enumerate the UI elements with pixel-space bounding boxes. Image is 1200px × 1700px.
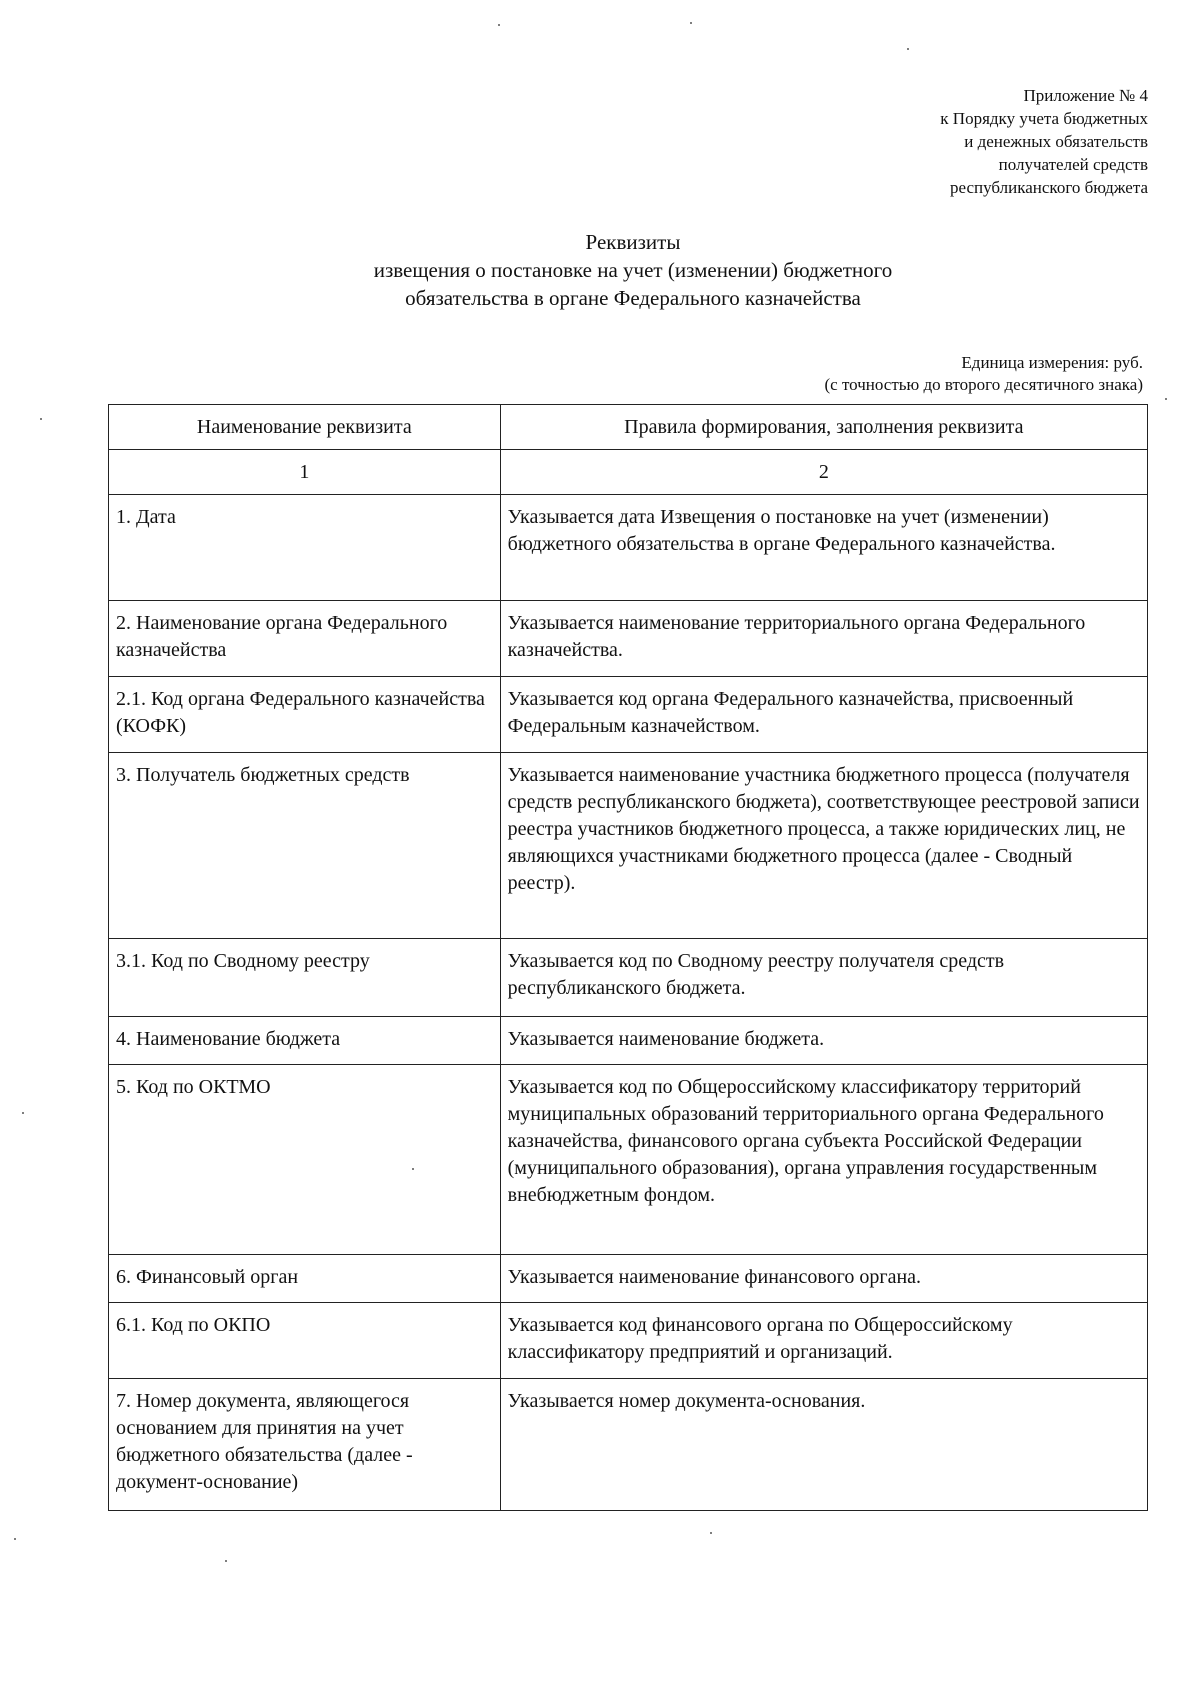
column-header-name: Наименование реквизита [109,405,501,450]
scan-speck [40,418,42,420]
scan-speck [1165,398,1167,400]
requisite-rule: Указывается код органа Федерального казначейства, присвоенный Федеральным казначейством. [500,677,1147,753]
table-row [109,677,1148,753]
table-header-row [109,405,1148,450]
scan-speck [225,1560,227,1562]
appendix-line: и денежных обязательств [964,132,1148,151]
table-row [109,1303,1148,1379]
column-number-2: 2 [500,450,1147,495]
table-row [109,1065,1148,1255]
requisite-rule: Указывается код по Общероссийскому классификатору территорий муниципальных образований территориального органа Федерального казначейства, финансового органа субъекта Российской Федерации (муниципального образования), органа управления государственным внебюджетным фондом. [500,1065,1147,1255]
appendix-line: к Порядку учета бюджетных [940,109,1148,128]
title-line-3: обязательства в органе Федерального казначейства [405,286,861,310]
requisite-name: 6. Финансовый орган [109,1255,501,1303]
units-note [824,352,1143,396]
scan-speck [498,24,500,26]
units-line-2: (с точностью до второго десятичного знака) [824,375,1143,394]
table-number-row [109,450,1148,495]
requisite-name: 3. Получатель бюджетных средств [109,753,501,939]
scan-speck [907,48,909,50]
requisite-rule: Указывается код по Сводному реестру получателя средств республиканского бюджета. [500,939,1147,1017]
requisite-rule: Указывается наименование территориального органа Федерального казначейства. [500,601,1147,677]
requisite-rule: Указывается номер документа-основания. [500,1379,1147,1511]
scan-speck [690,22,692,24]
requisite-rule: Указывается дата Извещения о постановке на учет (изменении) бюджетного обязательства в органе Федерального казначейства. [500,495,1147,601]
appendix-line: республиканского бюджета [950,178,1148,197]
appendix-line: получателей средств [998,155,1148,174]
requisite-name: 2. Наименование органа Федерального казначейства [109,601,501,677]
requisite-rule: Указывается код финансового органа по Общероссийскому классификатору предприятий и организаций. [500,1303,1147,1379]
table-row [109,1379,1148,1511]
document-title [0,228,1200,312]
table-row [109,1017,1148,1065]
requisite-name: 6.1. Код по ОКПО [109,1303,501,1379]
table-row [109,939,1148,1017]
requisite-name: 4. Наименование бюджета [109,1017,501,1065]
requisites-table [108,404,1148,1511]
scan-speck [14,1538,16,1540]
appendix-note [940,84,1148,199]
appendix-line: Приложение № 4 [1023,86,1148,105]
requisite-rule: Указывается наименование участника бюджетного процесса (получателя средств республиканского бюджета), соответствующее реестровой записи реестра участников бюджетного процесса, а также юридических лиц, не являющихся участниками бюджетного процесса (далее - Сводный реестр). [500,753,1147,939]
column-number-1: 1 [109,450,501,495]
title-line-2: извещения о постановке на учет (изменении) бюджетного [373,258,893,282]
requisite-rule: Указывается наименование бюджета. [500,1017,1147,1065]
table-row [109,753,1148,939]
requisite-name: 5. Код по ОКТМО [109,1065,501,1255]
requisite-name: 1. Дата [109,495,501,601]
requisite-name: 3.1. Код по Сводному реестру [109,939,501,1017]
requisite-name: 7. Номер документа, являющегося основанием для принятия на учет бюджетного обязательства (далее - документ-основание) [109,1379,501,1511]
column-header-rule: Правила формирования, заполнения реквизита [500,405,1147,450]
scan-speck [710,1532,712,1534]
scan-speck [22,1112,24,1114]
scan-speck [412,1168,414,1170]
title-line-1: Реквизиты [585,230,681,254]
table-row [109,1255,1148,1303]
requisite-name: 2.1. Код органа Федерального казначейства (КОФК) [109,677,501,753]
units-line-1: Единица измерения: руб. [961,353,1143,372]
table-row [109,495,1148,601]
requisite-rule: Указывается наименование финансового органа. [500,1255,1147,1303]
table-row [109,601,1148,677]
